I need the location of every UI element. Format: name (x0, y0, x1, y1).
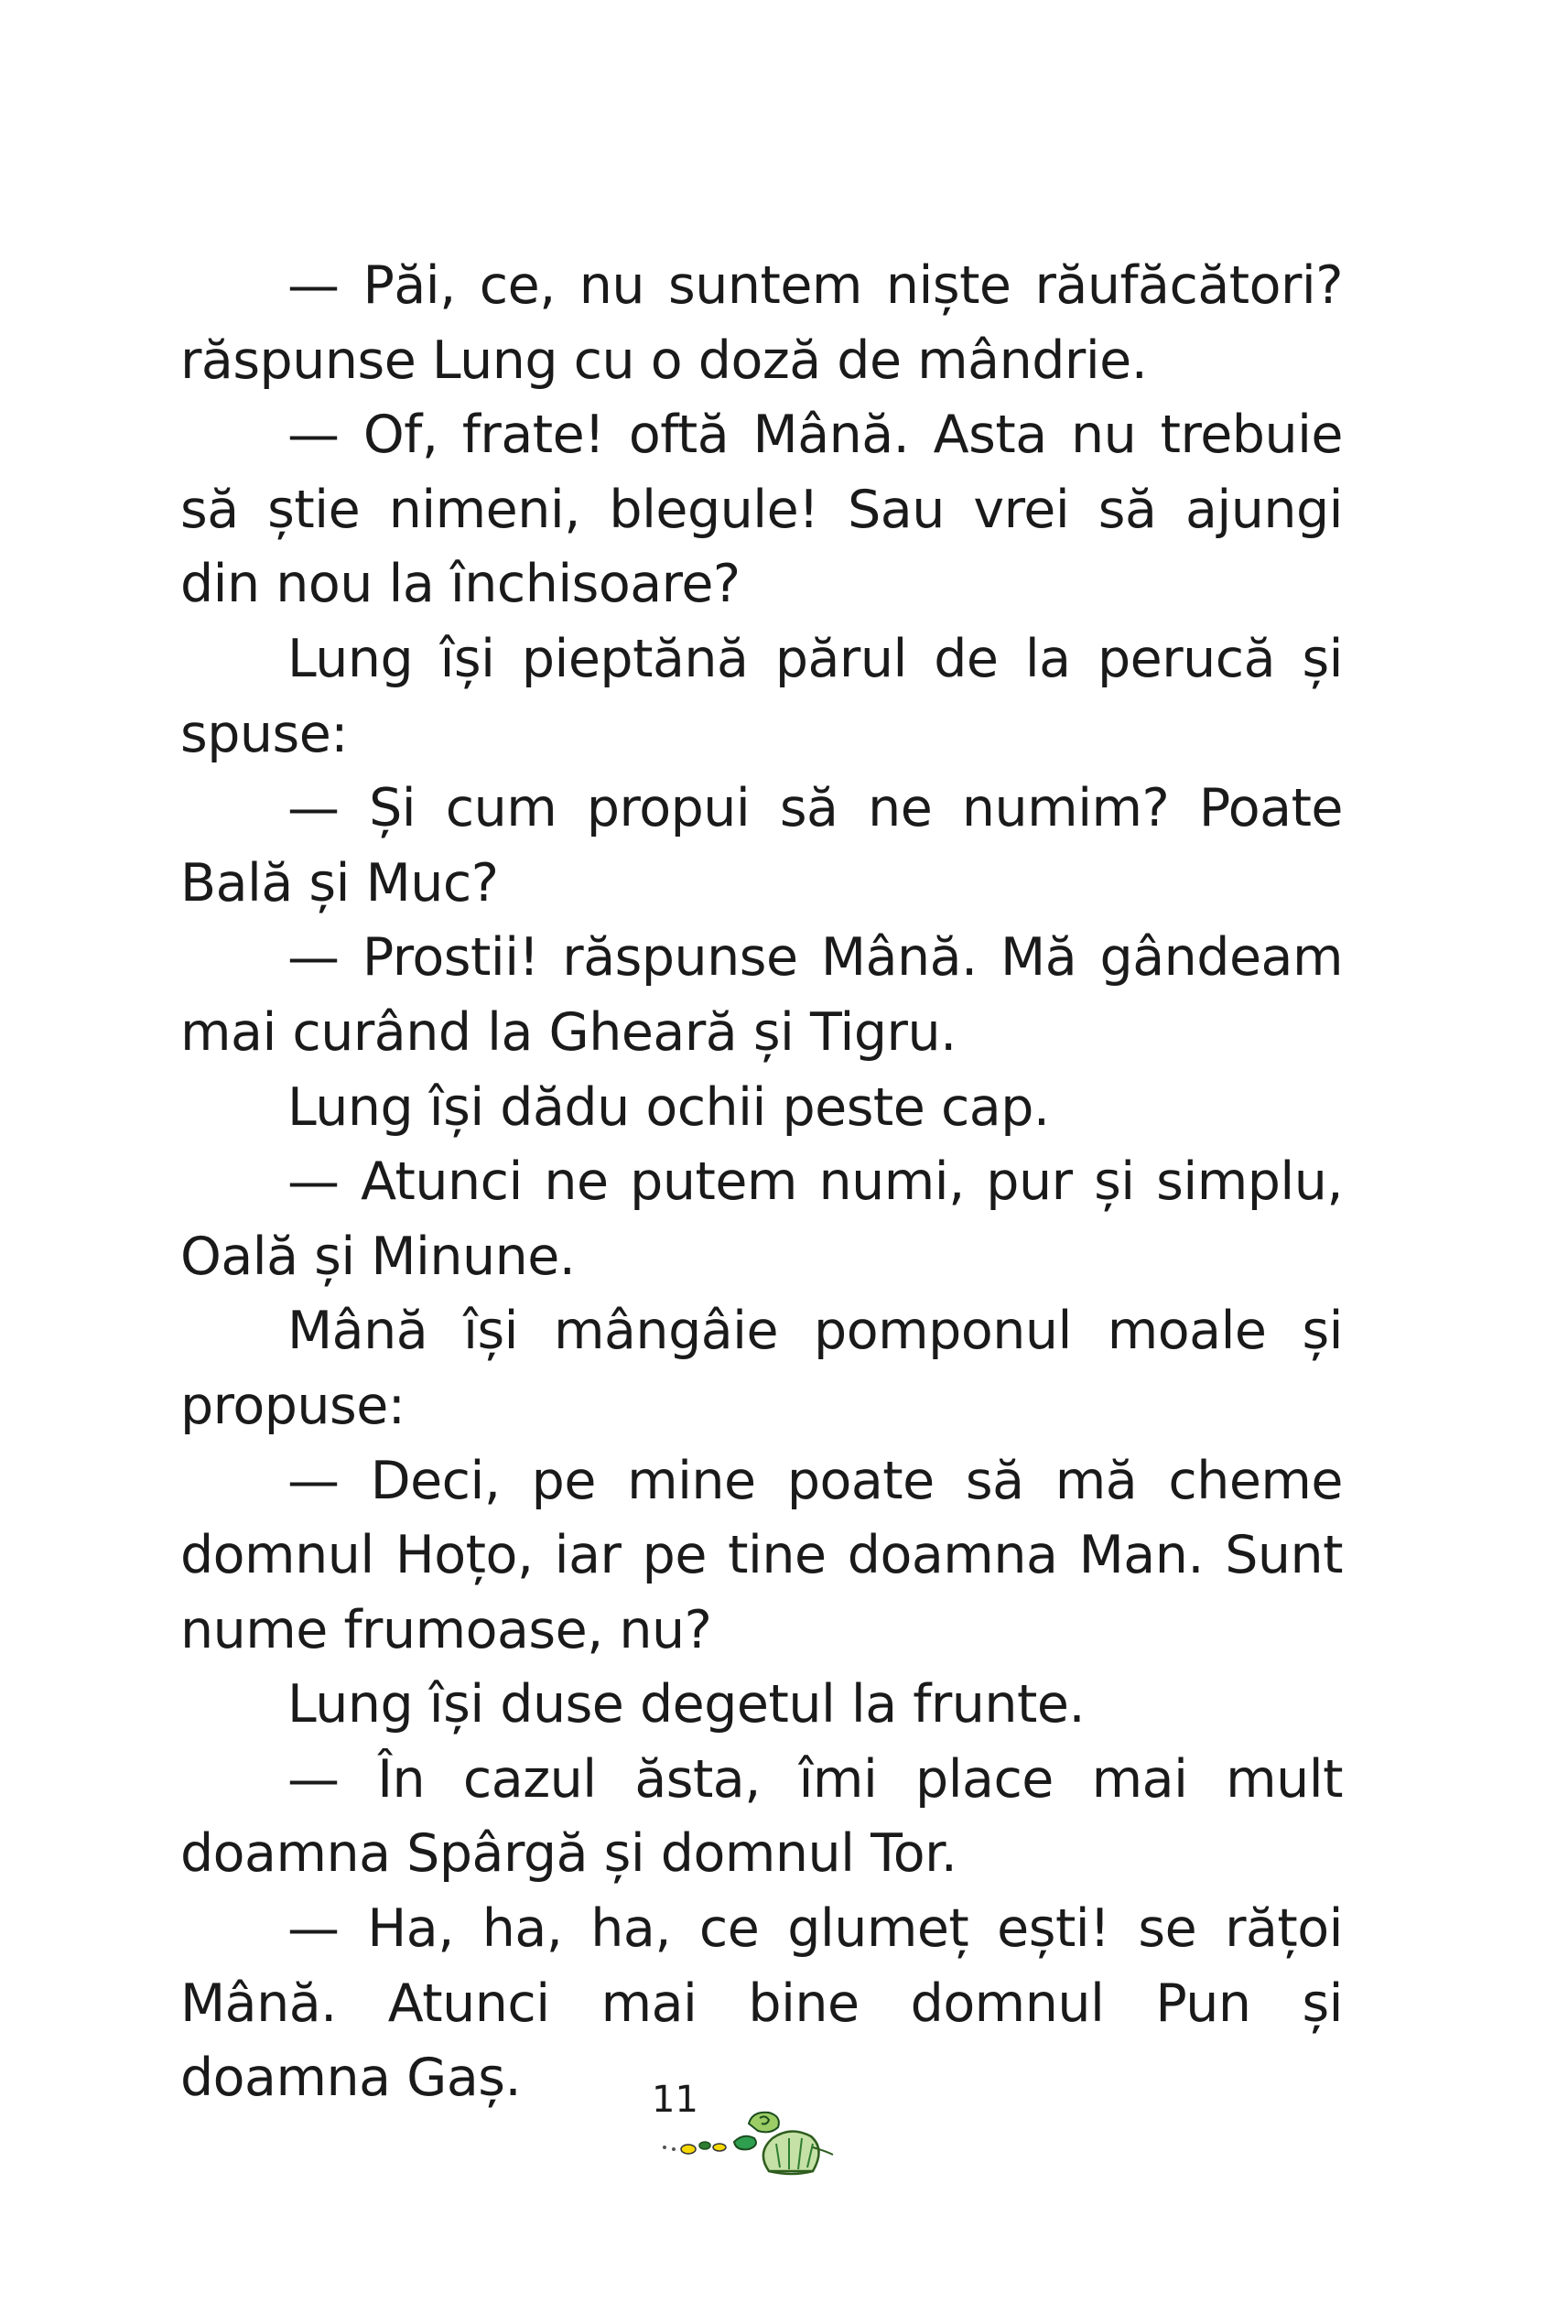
page-number: 11 (652, 2079, 698, 2121)
paragraph-2: — Of, frate! oftă Mână. Asta nu trebuie să știe nimeni, blegule! Sau vrei să ajungi din nou la închisoare? (180, 405, 1343, 615)
pebble-icon (713, 2144, 726, 2151)
paragraph-1: — Păi, ce, nu suntem niște răufăcători? răspunse Lung cu o doză de mândrie. (180, 255, 1343, 391)
paragraph-7: — Atunci ne putem numi, pur și simplu, Oală și Minune. (180, 1151, 1343, 1287)
page-footer (604, 2080, 842, 2180)
paragraph-8: Mână își mângâie pomponul moale și propuse: (180, 1301, 1343, 1436)
paragraph-12: — Ha, ha, ha, ce glumeț ești! se rățoi Mână. Atunci mai bine domnul Pun și doamna Gaș. (180, 1898, 1343, 2109)
paragraph-10: Lung își duse degetul la frunte. (287, 1674, 1086, 1735)
pebble-icon (681, 2145, 696, 2154)
stone-icon (734, 2136, 756, 2150)
pebble-icon (699, 2142, 710, 2149)
paragraph-4: — Și cum propui să ne numim? Poate Bală și Muc? (180, 778, 1343, 913)
sand-dot-icon (672, 2147, 676, 2151)
paragraph-5: — Prostii! răspunse Mână. Mă gândeam mai curând la Gheară și Tigru. (180, 927, 1343, 1063)
paragraph-11: — În cazul ăsta, îmi place mai mult doamna Spârgă și domnul Tor. (180, 1748, 1343, 1885)
paragraph-3: Lung își pieptănă părul de la perucă și spuse: (180, 628, 1343, 764)
sand-dot-icon (663, 2146, 666, 2149)
snail-shell-icon (749, 2113, 779, 2133)
paragraph-6: Lung își dădu ochii peste cap. (287, 1076, 1050, 1138)
body-text (180, 249, 1343, 2116)
paragraph-9: — Deci, pe mine poate să mă cheme domnul Hoțo, iar pe tine doamna Man. Sunt nume frumoase, nu? (180, 1450, 1343, 1660)
seashell-illustration-icon (632, 2107, 842, 2180)
